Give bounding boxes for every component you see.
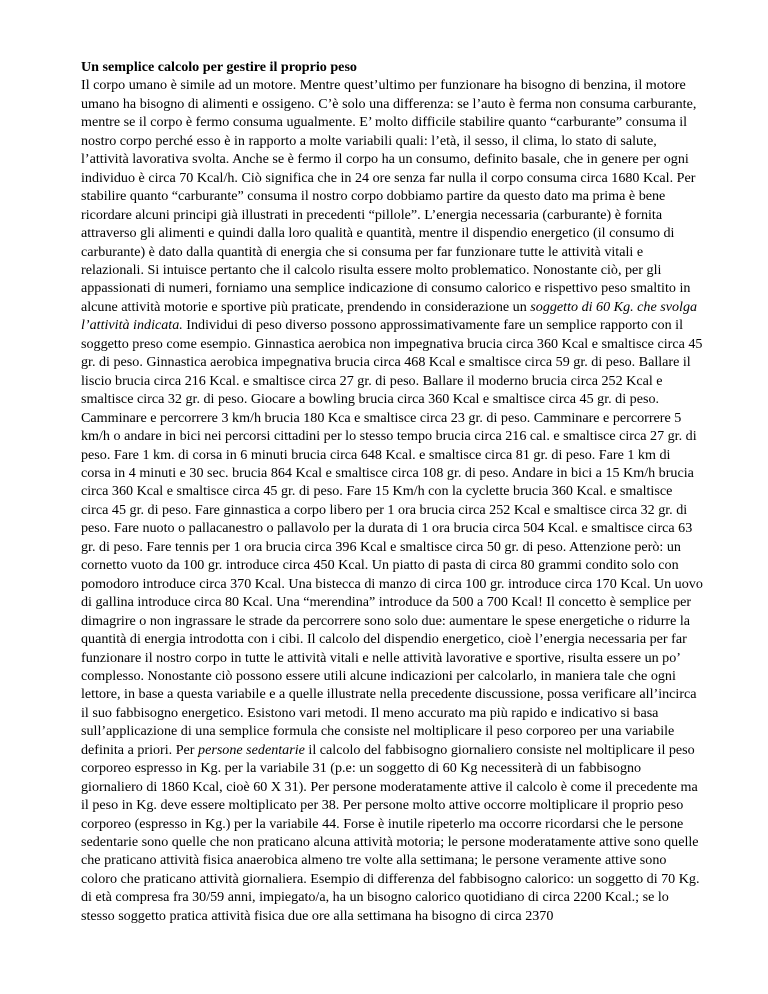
paragraph-italic-sedentary: persone sedentarie xyxy=(198,741,305,758)
body-paragraph xyxy=(81,76,703,925)
document-page xyxy=(81,58,703,925)
paragraph-text-1: Il corpo umano è simile ad un motore. Mentre quest’ultimo per funzionare ha bisogno di benzina, il motore umano ha bisogno di alimenti e ossigeno. C’è solo una differenza: se l’auto è ferma non consuma carburante, mentre se il corpo è fermo consuma ugualmente. E’ molto difficile stabilire quanto “carburante” consuma il nostro corpo perché esso è in rapporto a molte variabili quali: l’età, il sesso, il clima, lo stato di salute, l’attività lavorativa svolta. Anche se è fermo il corpo ha un consumo, definito basale, che in genere per ogni individuo è circa 70 Kcal/h. Ciò significa che in 24 ore senza far nulla il corpo consuma circa 1680 Kcal. Per stabilire quanto “carburante” consuma il nostro corpo dobbiamo partire da questo dato ma prima è bene ricordare alcuni principi già illustrati in precedenti “pillole”. L’energia necessaria (carburante) è fornita attraverso gli alimenti e quindi dalla loro qualità e quantità, mentre il dispendio energetico (il consumo di carburante) è dato dalla quantità di energia che si consuma per far funzionare tutte le attività vitali e relazionali. Si intuisce pertanto che il calcolo risulta essere molto problematico. Nonostante ciò, per gli appassionati di numeri, forniamo una semplice indicazione di consumo calorico e rispettivo peso smaltito in alcune attività motorie e sportive più praticate, prendendo in considerazione un xyxy=(81,77,697,315)
paragraph-italic-subject: soggetto di 60 Kg. che svolga l’attività indicata. xyxy=(81,298,698,334)
paragraph-text-3: il calcolo del fabbisogno giornaliero consiste nel moltiplicare il peso corporeo espresso in Kg. per la variabile 31 (p.e: un soggetto di 60 Kg necessiterà di un fabbisogno giornaliero di 1860 Kcal, cioè 60 X 31). Per persone moderatamente attive il calcolo è come il precedente ma il peso in Kg. deve essere moltiplicato per 38. Per persone molto attive occorre moltiplicare il proprio peso corporeo (espresso in Kg.) per la variabile 44. Forse è inutile ripeterlo ma occorre ricordarsi che le persone sedentarie sono quelle che non praticano alcuna attività motoria; le persone moderatamente attive sono quelle che praticano attività fisica anaerobica almeno tre volte alla settimana; le persone veramente attive sono coloro che praticano attività giornaliera. Esempio di differenza del fabbisogno calorico: un soggetto di 70 Kg. di età compresa fra 30/59 anni, impiegato/a, ha un bisogno calorico quotidiano di circa 2200 Kcal.; se lo stesso soggetto pratica attività fisica due ore alla settimana ha bisogno di circa 2370 xyxy=(81,741,700,924)
document-title: Un semplice calcolo per gestire il proprio peso xyxy=(81,59,357,75)
paragraph-text-2: Individui di peso diverso possono approssimativamente fare un semplice rapporto con il soggetto preso come esempio. Ginnastica aerobica non impegnativa brucia circa 360 Kcal e smaltisce circa 45 gr. di peso. Ginnastica aerobica impegnativa brucia circa 468 Kcal e smaltisce circa 59 gr. di peso. Ballare il liscio brucia circa 216 Kcal. e smaltisce circa 27 gr. di peso. Ballare il moderno brucia circa 252 Kcal e smaltisce circa 32 gr. di peso. Giocare a bowling brucia circa 360 Kcal e smaltisce circa 45 gr. di peso. Camminare e percorrere 3 km/h brucia 180 Kca e smaltisce circa 23 gr. di peso. Camminare e percorrere 5 km/h o andare in bici nei percorsi cittadini per lo stesso tempo brucia circa 216 cal. e smaltisce circa 27 gr. di peso. Fare 1 km. di corsa in 6 minuti brucia circa 648 Kcal. e smaltisce circa 81 gr. di peso. Fare 1 km di corsa in 4 minuti e 30 sec. brucia 864 Kcal e smaltisce circa 108 gr. di peso. Andare in bici a 15 Km/h brucia circa 360 Kcal e smaltisce circa 45 gr. di peso. Fare 15 Km/h con la cyclette brucia 360 Kcal. e smaltisce circa 45 gr. di peso. Fare ginnastica a corpo libero per 1 ora brucia circa 252 Kcal e smaltisce circa 32 gr. di peso. Fare nuoto o pallacanestro o pallavolo per la durata di 1 ora brucia circa 504 Kcal. e smaltisce circa 63 gr. di peso. Fare tennis per 1 ora brucia circa 396 Kcal e smaltisce circa 50 gr. di peso. Attenzione però: un cornetto vuoto da 100 gr. introduce circa 450 Kcal. Un piatto di pasta di circa 80 grammi condito solo con pomodoro introduce circa 370 Kcal. Una bistecca di manzo di circa 100 gr. introduce circa 170 Kcal. Un uovo di gallina introduce circa 80 Kcal. Una “merendina” introduce da 500 a 700 Kcal! Il concetto è semplice per dimagrire o non ingrassare le strade da percorrere sono solo due: aumentare le spese energetiche o ridurre la quantità di energia introdotta con i cibi. Il calcolo del dispendio energetico, cioè l’energia necessaria per far funzionare il nostro corpo in tutte le attività vitali e nelle attività lavorative e sportive, risulta essere un po’ complesso. Nonostante ciò possono essere utili alcune indicazioni per calcolarlo, in maniera tale che ogni lettore, in base a questa variabile e a quelle illustrate nella precedente discussione, possa verificare all’incirca il suo fabbisogno energetico. Esistono vari metodi. Il meno accurato ma più rapido e indicativo si basa sull’applicazione di una semplice formula che consiste nel moltiplicare il peso corporeo per una variabile definita a priori. Per xyxy=(81,317,703,758)
